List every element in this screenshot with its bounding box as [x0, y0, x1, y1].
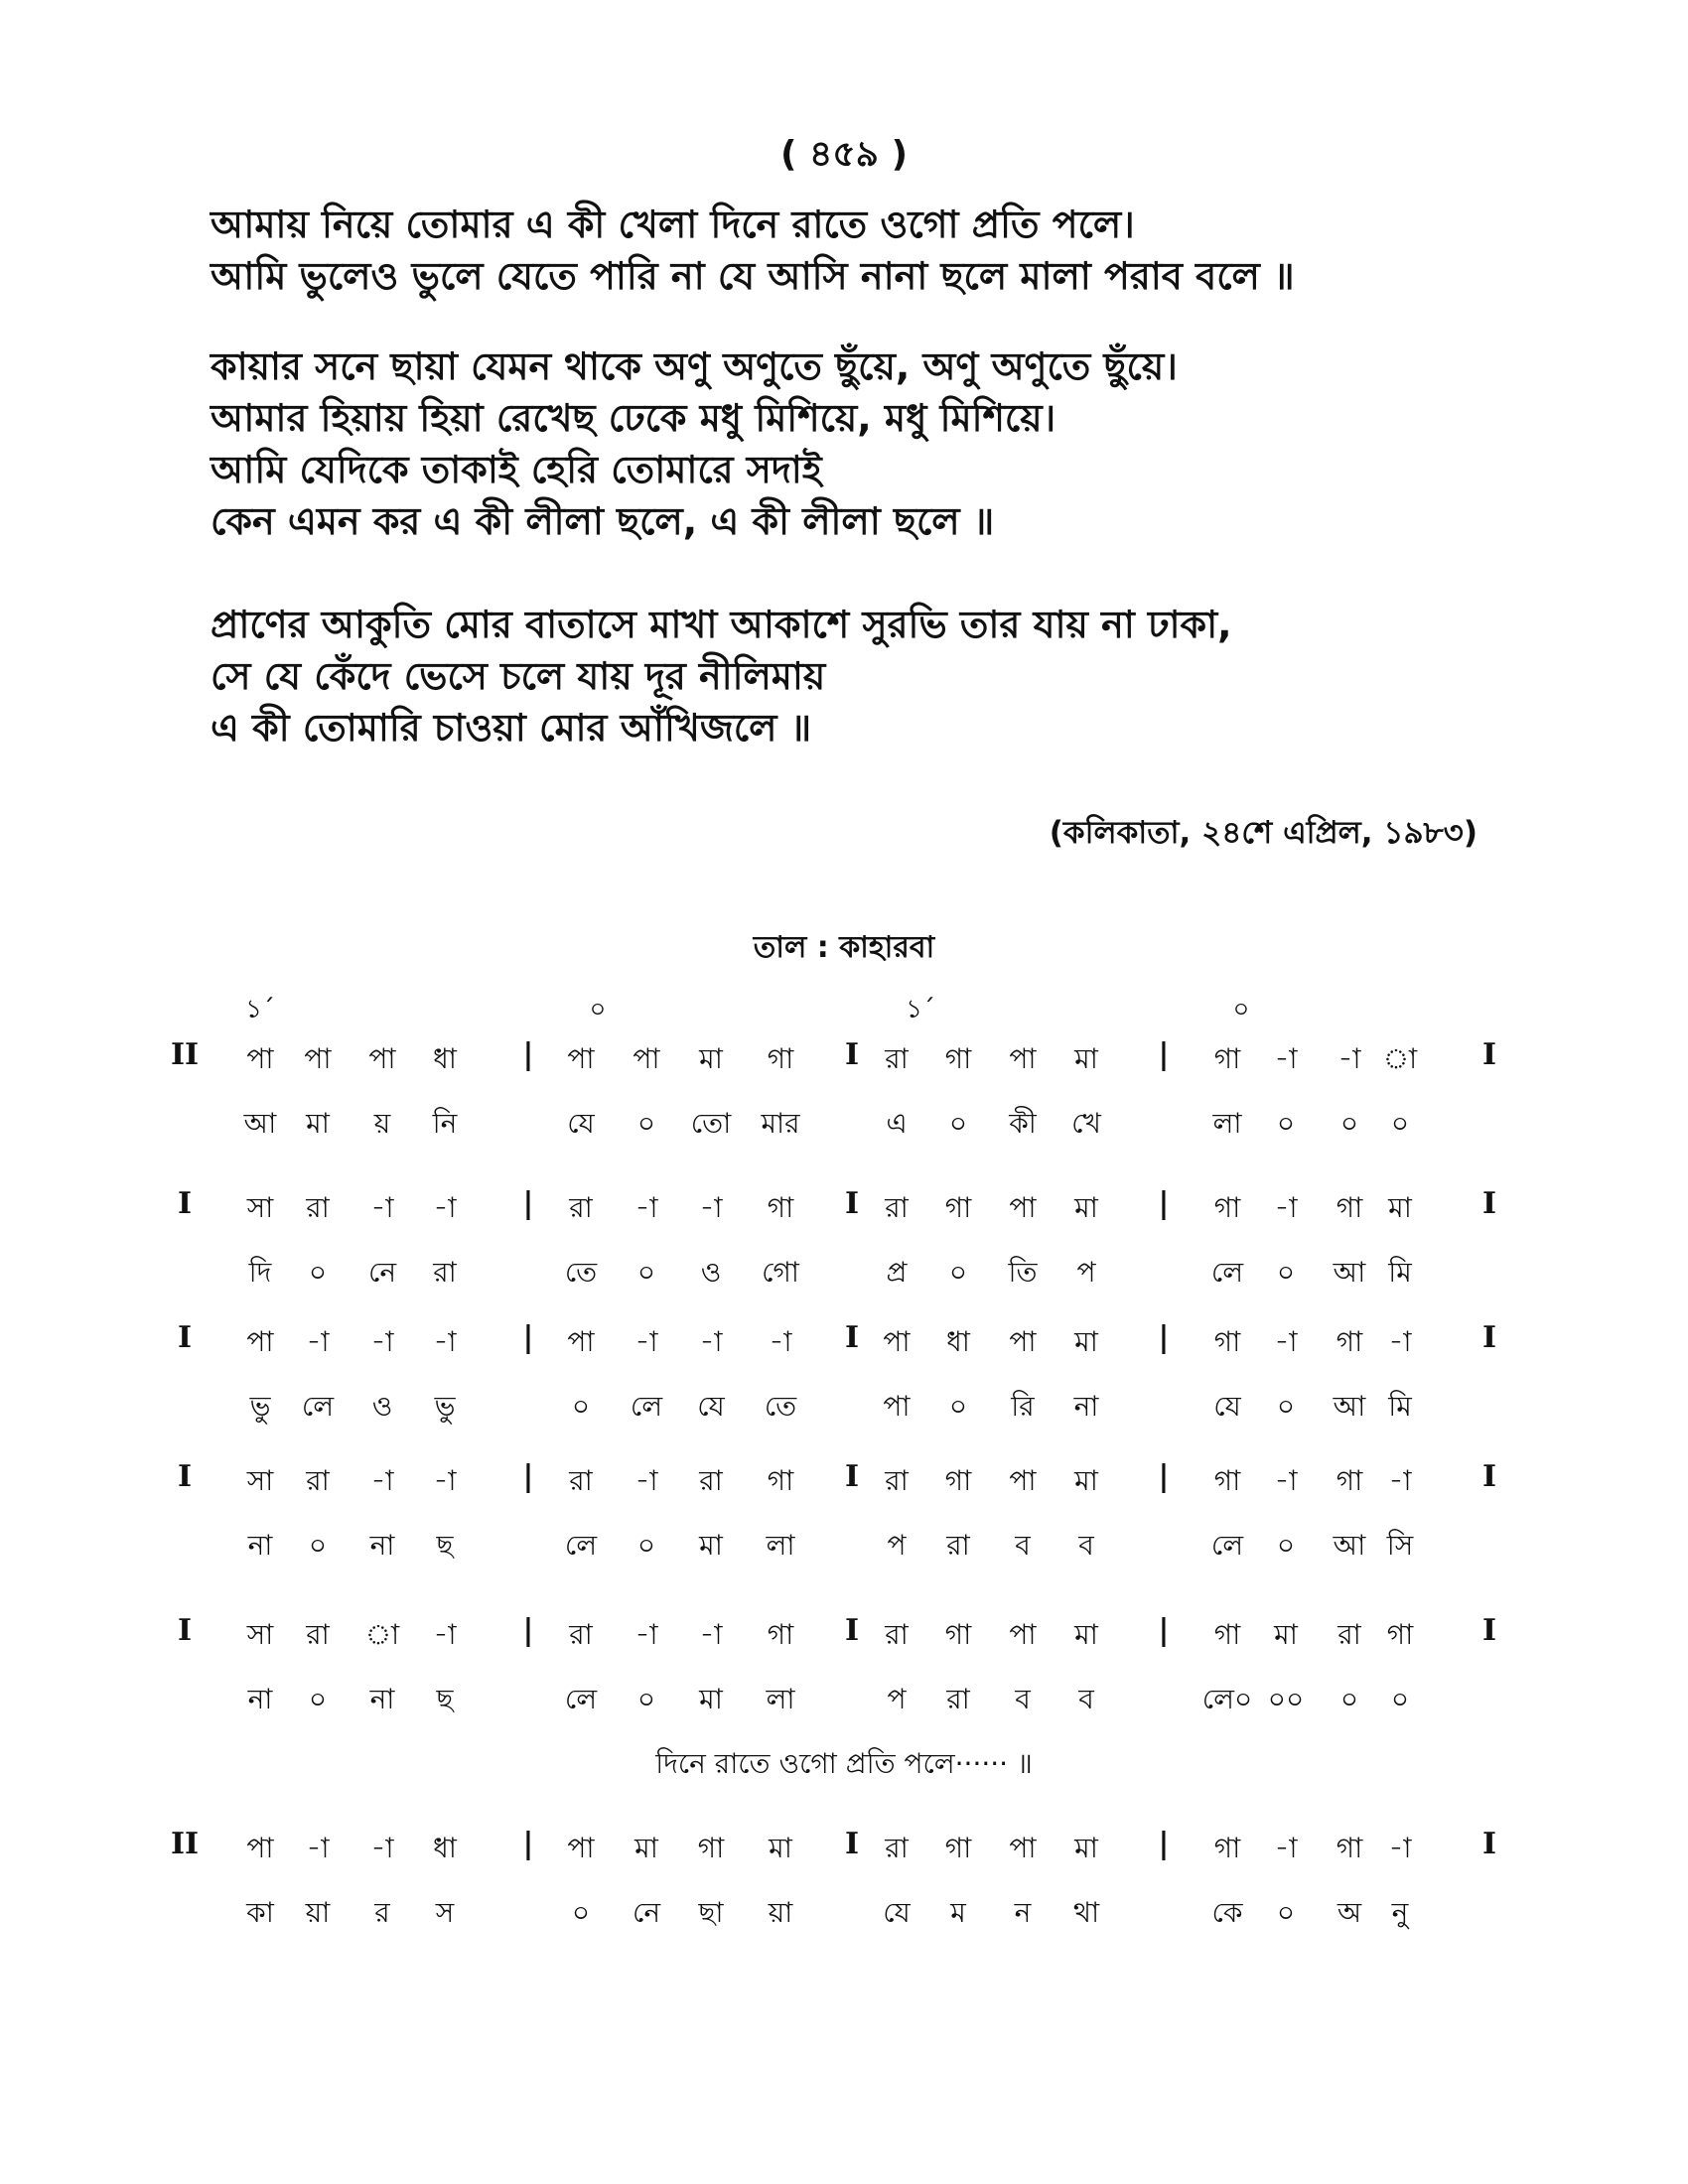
lyric-line: আমি যেদিকে তাকাই হেরি তোমারে সদাই [211, 448, 822, 491]
lyric-syllable: ০ [636, 1529, 656, 1562]
swara-note: ধা [433, 1042, 457, 1075]
swara-note: -া [370, 1325, 394, 1358]
lyric-syllable: নে [367, 1256, 397, 1289]
notation-lyric-row [0, 1385, 1688, 1425]
barline: | [522, 1827, 534, 1861]
notation-lyric-row [0, 1678, 1688, 1717]
lyric-syllable: য়া [305, 1896, 331, 1929]
lyric-line: প্রাণের আকুতি মোর বাতাসে মাখা আকাশে সুরভি তার যায় না ঢাকা, [211, 603, 1232, 646]
lyric-syllable: প [887, 1529, 907, 1562]
lyric-syllable: রি [1011, 1390, 1035, 1423]
barline: | [522, 1613, 534, 1648]
lyric-syllable: যে [567, 1107, 595, 1140]
lyric-syllable: ০ [1390, 1107, 1410, 1140]
swara-note: -া [370, 1464, 394, 1497]
page-number: ( ৪৫৯ ) [779, 134, 909, 175]
barline: | [522, 1037, 534, 1072]
lyric-line: এ কী তোমারি চাওয়া মোর আঁখিজলে ॥ [211, 706, 812, 750]
swara-note: সা [246, 1191, 274, 1224]
lyric-syllable: লে [564, 1683, 598, 1715]
lyric-line: আমার হিয়ায় হিয়া রেখেছ ঢেকে মধু মিশিয়ে, মধু মিশিয়ে। [211, 396, 1056, 440]
end-barline: I [1481, 1613, 1497, 1648]
swara-note: পা [1009, 1832, 1037, 1864]
lyric-syllable: ০ [1390, 1683, 1410, 1715]
barline: | [1158, 1827, 1170, 1861]
beat-marker: ১´ [906, 995, 935, 1024]
swara-note: গা [1336, 1832, 1363, 1864]
start-barline: I [177, 1613, 193, 1648]
lyric-syllable: য় [373, 1107, 391, 1140]
swara-note: -া [769, 1325, 792, 1358]
lyric-syllable: স [435, 1896, 455, 1929]
beat-marker: ০ [589, 995, 607, 1024]
lyric-syllable: না [247, 1529, 273, 1562]
notation-lyric-row [0, 1251, 1688, 1291]
lyric-syllable: মার [761, 1107, 800, 1140]
lyrics-stanza-1 [211, 199, 1501, 302]
lyric-syllable: ব [1078, 1683, 1094, 1715]
lyric-syllable: ব [1078, 1529, 1094, 1562]
refrain-hint: দিনে রাতে ওগো প্রতি পলে······ ॥ [655, 1747, 1033, 1780]
swara-note: গা [944, 1618, 972, 1651]
swara-note: রা [306, 1464, 330, 1497]
beat-marker: ১´ [245, 995, 275, 1024]
lyric-syllable: ম [950, 1896, 966, 1929]
swara-note: রা [885, 1191, 909, 1224]
swara-note: সা [246, 1618, 274, 1651]
lyric-syllable: না [369, 1683, 395, 1715]
lyric-syllable: মা [699, 1529, 723, 1562]
swara-note: পা [1009, 1191, 1037, 1224]
start-barline: II [170, 1827, 200, 1861]
swara-note: -া [1274, 1042, 1298, 1075]
lyrics-stanza-2 [211, 341, 1501, 547]
lyric-syllable: ও [700, 1256, 722, 1289]
barline: I [844, 1613, 860, 1648]
swara-note: পা [246, 1832, 274, 1864]
lyric-syllable: মা [699, 1683, 723, 1715]
lyric-syllable: তে [564, 1256, 598, 1289]
swara-note: রা [569, 1191, 593, 1224]
lyric-syllable: লে [564, 1529, 598, 1562]
lyric-syllable: ছ [436, 1529, 454, 1562]
swara-note: পা [1009, 1618, 1037, 1651]
lyric-syllable: সি [1386, 1529, 1414, 1562]
swara-note: গা [767, 1042, 794, 1075]
swara-note: গা [944, 1042, 972, 1075]
tala-heading: তাল : কাহারবা [753, 930, 935, 965]
lyric-syllable: না [369, 1529, 395, 1562]
lyric-syllable: যে [1213, 1390, 1241, 1423]
swara-note: মা [699, 1042, 723, 1075]
swara-note: ধা [946, 1325, 970, 1358]
swara-note: ধা [433, 1832, 457, 1864]
end-barline: I [1481, 1459, 1497, 1494]
lyric-syllable: লা [766, 1529, 795, 1562]
start-barline: I [177, 1320, 193, 1355]
swara-note: পা [883, 1325, 911, 1358]
lyric-syllable: তে [764, 1390, 797, 1423]
swara-note: রা [569, 1618, 593, 1651]
lyric-line: সে যে কেঁদে ভেসে চলে যায় দূর নীলিমায় [211, 654, 826, 698]
swara-note: -া [1274, 1832, 1298, 1864]
swara-note: া [1382, 1042, 1418, 1075]
lyric-syllable: ০ [308, 1256, 328, 1289]
lyric-syllable: ০ [308, 1683, 328, 1715]
barline: I [844, 1320, 860, 1355]
lyric-syllable: তো [690, 1107, 732, 1140]
swara-note: মা [1074, 1042, 1098, 1075]
swara-note: -া [433, 1325, 457, 1358]
barline: I [844, 1827, 860, 1861]
swara-note: পা [304, 1042, 332, 1075]
swara-note: রা [885, 1464, 909, 1497]
swara-note: গা [767, 1464, 794, 1497]
notation-lyric-row [0, 1524, 1688, 1564]
swara-note: গা [1213, 1042, 1241, 1075]
end-barline: I [1481, 1320, 1497, 1355]
lyric-syllable: প্র [886, 1256, 908, 1289]
lyric-syllable: থা [1072, 1896, 1100, 1929]
swara-note: গা [1386, 1618, 1414, 1651]
lyric-syllable: কী [1009, 1107, 1037, 1140]
swara-note: পা [567, 1325, 595, 1358]
swara-note: -া [433, 1464, 457, 1497]
lyric-syllable: কা [246, 1896, 274, 1929]
swara-note: -া [1337, 1042, 1361, 1075]
barline: | [1158, 1037, 1170, 1072]
lyric-syllable: না [1073, 1390, 1099, 1423]
barline: | [1158, 1320, 1170, 1355]
swara-note: গা [1336, 1464, 1363, 1497]
lyric-syllable: র [374, 1896, 390, 1929]
barline: | [1158, 1613, 1170, 1648]
swara-note: গা [1213, 1325, 1241, 1358]
swara-note: মা [1074, 1618, 1098, 1651]
swara-note: পা [1009, 1042, 1037, 1075]
lyric-syllable: লে০ [1201, 1683, 1253, 1715]
swara-note: গা [697, 1832, 725, 1864]
barline: | [1158, 1186, 1170, 1221]
lyric-syllable: ব [1015, 1529, 1031, 1562]
barline: | [1158, 1459, 1170, 1494]
beat-marker-row [0, 989, 1688, 1028]
lyric-syllable: নু [1391, 1896, 1409, 1929]
lyric-syllable: গো [762, 1256, 799, 1289]
swara-note: পা [567, 1832, 595, 1864]
lyric-syllable: অ [1336, 1896, 1362, 1929]
lyric-syllable: ও [371, 1390, 393, 1423]
start-barline: I [177, 1186, 193, 1221]
lyric-syllable: না [247, 1683, 273, 1715]
swara-note: -া [1388, 1832, 1412, 1864]
lyric-syllable: আ [243, 1107, 277, 1140]
end-barline: I [1481, 1827, 1497, 1861]
swara-note: গা [944, 1191, 972, 1224]
lyric-syllable: রা [433, 1256, 457, 1289]
lyric-syllable: ০ [1276, 1896, 1296, 1929]
lyric-syllable: ০ [948, 1390, 968, 1423]
notation-row [0, 1186, 1688, 1226]
lyrics-stanza-3 [211, 599, 1501, 753]
lyric-syllable: মি [1388, 1390, 1412, 1423]
lyric-syllable: ছা [698, 1896, 724, 1929]
swara-note: -া [699, 1191, 723, 1224]
barline: I [844, 1037, 860, 1072]
lyric-syllable: যে [883, 1896, 911, 1929]
lyric-syllable: লা [766, 1683, 795, 1715]
lyric-syllable: ০০ [1267, 1683, 1305, 1715]
lyric-syllable: মা [306, 1107, 330, 1140]
swara-note: মা [1074, 1464, 1098, 1497]
lyric-syllable: নে [632, 1896, 661, 1929]
lyric-syllable: ছ [436, 1683, 454, 1715]
notation-row [0, 1827, 1688, 1866]
lyric-syllable: ০ [308, 1529, 328, 1562]
beat-marker: ০ [1232, 995, 1250, 1024]
swara-note: গা [1213, 1464, 1241, 1497]
swara-note: মা [1388, 1191, 1412, 1224]
lyric-syllable: লে [1210, 1529, 1244, 1562]
notation-row [0, 1320, 1688, 1360]
swara-note: -া [433, 1191, 457, 1224]
end-barline: I [1481, 1037, 1497, 1072]
lyric-syllable: ০ [571, 1390, 591, 1423]
swara-note: -া [370, 1832, 394, 1864]
composition-dateline: (কলিকাতা, ২৪শে এপ্রিল, ১৯৮৩) [1049, 815, 1477, 851]
barline: | [522, 1186, 534, 1221]
swara-note: -া [634, 1325, 658, 1358]
swara-note: পা [368, 1042, 396, 1075]
lyric-syllable: ০ [1276, 1256, 1296, 1289]
notation-lyric-row [0, 1891, 1688, 1931]
notation-row [0, 1459, 1688, 1499]
notation-row [0, 1037, 1688, 1077]
lyric-syllable: ০ [571, 1896, 591, 1929]
lyric-syllable: মি [1388, 1256, 1412, 1289]
lyric-syllable: আ [1333, 1390, 1366, 1423]
lyric-syllable: আ [1333, 1256, 1366, 1289]
lyric-line: কেন এমন কর এ কী লীলা ছলে, এ কী লীলা ছলে ॥ [211, 499, 995, 543]
start-barline: I [177, 1459, 193, 1494]
barline: I [844, 1459, 860, 1494]
swara-note: রা [306, 1191, 330, 1224]
lyric-syllable: কে [1211, 1896, 1243, 1929]
swara-note: রা [885, 1832, 909, 1864]
swara-note: গা [1213, 1191, 1241, 1224]
lyric-line: কায়ার সনে ছায়া যেমন থাকে অণু অণুতে ছুঁয়ে, অণু অণুতে ছুঁয়ে। [211, 344, 1178, 388]
lyric-syllable: ০ [948, 1256, 968, 1289]
end-barline: I [1481, 1186, 1497, 1221]
lyric-syllable: লে [630, 1390, 663, 1423]
swara-note: -া [634, 1464, 658, 1497]
swara-note: রা [1337, 1618, 1361, 1651]
swara-note: পা [246, 1042, 274, 1075]
swara-note: পা [633, 1042, 660, 1075]
swara-note: গা [767, 1618, 794, 1651]
lyric-syllable: লা [1212, 1107, 1242, 1140]
swara-note: গা [1213, 1832, 1241, 1864]
lyric-syllable: ০ [636, 1107, 656, 1140]
lyric-syllable: ০ [1276, 1390, 1296, 1423]
swara-note: -া [634, 1191, 658, 1224]
swara-note: গা [1213, 1618, 1241, 1651]
swara-note: গা [944, 1832, 972, 1864]
swara-note: রা [885, 1618, 909, 1651]
swara-note: া [364, 1618, 400, 1651]
lyric-syllable: ০ [948, 1107, 968, 1140]
swara-note: -া [699, 1325, 723, 1358]
lyric-syllable: ন [1014, 1896, 1032, 1929]
lyric-syllable: প [1076, 1256, 1096, 1289]
notation-lyric-row [0, 1102, 1688, 1142]
lyric-syllable: এ [886, 1107, 908, 1140]
swara-note: গা [767, 1191, 794, 1224]
swara-note: -া [370, 1191, 394, 1224]
swara-note: -া [1388, 1464, 1412, 1497]
lyric-syllable: য়া [768, 1896, 793, 1929]
swara-note: গা [1336, 1325, 1363, 1358]
swara-note: মা [1074, 1191, 1098, 1224]
swara-note: -া [1274, 1191, 1298, 1224]
swara-note: রা [306, 1618, 330, 1651]
lyric-syllable: ০ [1276, 1107, 1296, 1140]
lyric-syllable: ০ [636, 1683, 656, 1715]
swara-note: মা [634, 1832, 658, 1864]
swara-note: মা [1274, 1618, 1298, 1651]
lyric-syllable: যে [697, 1390, 725, 1423]
swara-note: মা [1074, 1325, 1098, 1358]
notation-row [0, 1613, 1688, 1653]
swara-note: গা [944, 1464, 972, 1497]
lyric-syllable: ০ [1339, 1107, 1359, 1140]
lyric-syllable: ০ [1276, 1529, 1296, 1562]
lyric-syllable: প [887, 1683, 907, 1715]
swara-note: পা [1009, 1325, 1037, 1358]
swara-note: মা [769, 1832, 792, 1864]
swara-note: মা [1074, 1832, 1098, 1864]
swara-note: পা [567, 1042, 595, 1075]
swara-note: -া [699, 1618, 723, 1651]
swara-note: গা [1336, 1191, 1363, 1224]
swara-note: -া [306, 1832, 330, 1864]
swara-note: -া [1388, 1325, 1412, 1358]
lyric-syllable: নি [432, 1107, 458, 1140]
lyric-syllable: লে [1210, 1256, 1244, 1289]
lyric-syllable: আ [1333, 1529, 1366, 1562]
lyric-syllable: লে [301, 1390, 335, 1423]
lyric-syllable: খে [1071, 1107, 1101, 1140]
lyric-syllable: ০ [636, 1256, 656, 1289]
start-barline: II [170, 1037, 200, 1072]
lyric-line: আমায় নিয়ে তোমার এ কী খেলা দিনে রাতে ওগো প্রতি পলে। [211, 203, 1135, 246]
barline: I [844, 1186, 860, 1221]
lyric-syllable: ০ [1339, 1683, 1359, 1715]
swara-note: সা [246, 1464, 274, 1497]
swara-note: -া [634, 1618, 658, 1651]
lyric-syllable: রা [946, 1683, 970, 1715]
barline: | [522, 1459, 534, 1494]
lyric-syllable: তি [1008, 1256, 1038, 1289]
lyric-syllable: ভু [249, 1390, 271, 1423]
swara-note: পা [1009, 1464, 1037, 1497]
lyric-syllable: রা [946, 1529, 970, 1562]
lyric-line: আমি ভুলেও ভুলে যেতে পারি না যে আসি নানা ছলে মালা পরাব বলে ॥ [211, 254, 1295, 298]
lyric-syllable: ভু [434, 1390, 456, 1423]
swara-note: পা [246, 1325, 274, 1358]
lyric-syllable: দি [248, 1256, 272, 1289]
barline: | [522, 1320, 534, 1355]
swara-note: -া [433, 1618, 457, 1651]
lyric-syllable: পা [883, 1390, 911, 1423]
lyric-syllable: ব [1015, 1683, 1031, 1715]
swara-note: রা [569, 1464, 593, 1497]
swara-note: -া [1274, 1464, 1298, 1497]
swara-note: রা [699, 1464, 723, 1497]
swara-note: -া [306, 1325, 330, 1358]
swara-note: -া [1274, 1325, 1298, 1358]
swara-note: রা [885, 1042, 909, 1075]
